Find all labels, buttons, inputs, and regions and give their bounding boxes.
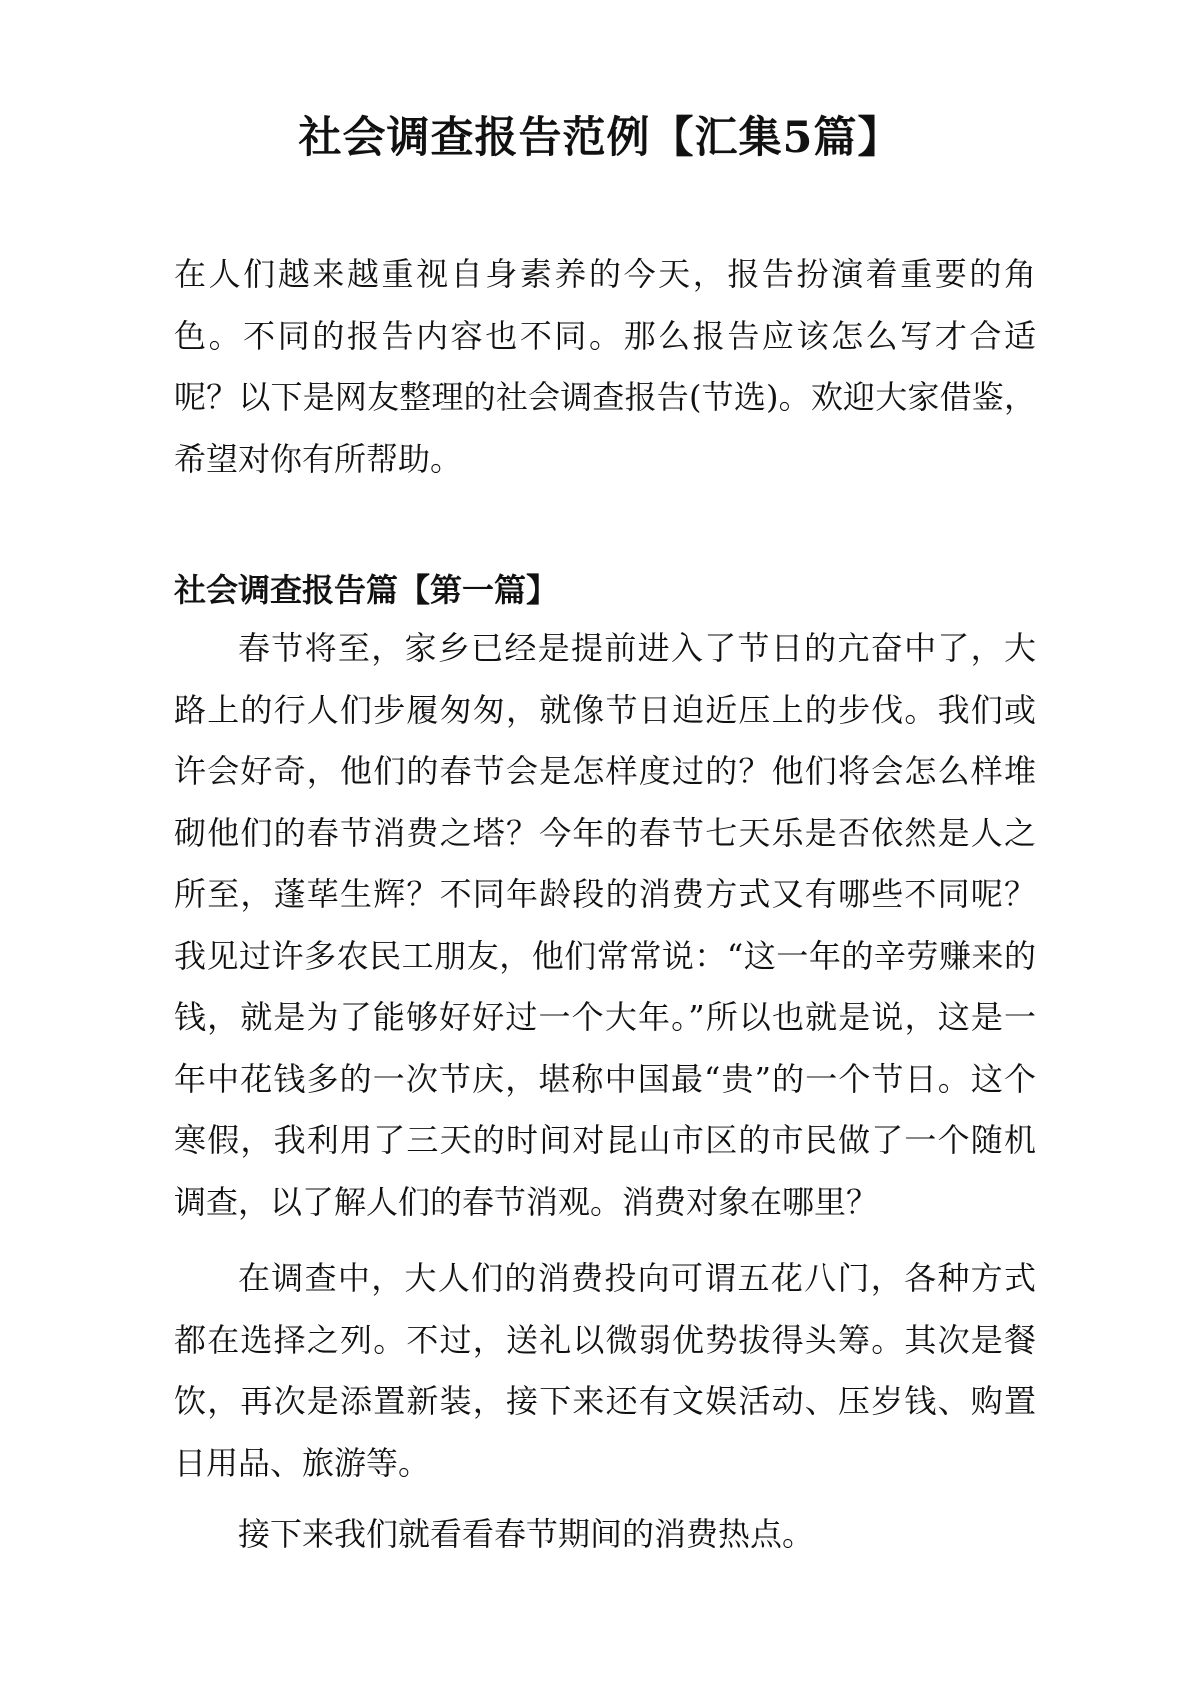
intro-paragraph: 在人们越来越重视自身素养的今天，报告扮演着重要的角色。不同的报告内容也不同。那么报告应该怎么写才合适呢？以下是网友整理的社会调查报告(节选)。欢迎大家借鉴，希望对你有所帮助。 bbox=[174, 255, 1036, 478]
document-title: 社会调查报告范例【汇集5篇】 bbox=[298, 113, 902, 163]
body-paragraph-3: 接下来我们就看看春节期间的消费热点。 bbox=[238, 1515, 815, 1553]
body-paragraph-2: 在调查中，大人们的消费投向可谓五花八门，各种方式都在选择之列。不过，送礼以微弱优势拔得头筹。其次是餐饮，再次是添置新装，接下来还有文娱活动、压岁钱、购置日用品、旅游等。 bbox=[174, 1259, 1036, 1482]
body-paragraph-1: 春节将至，家乡已经是提前进入了节日的亢奋中了，大路上的行人们步履匆匆，就像节日迫近压上的步伐。我们或许会好奇，他们的春节会是怎样度过的？他们将会怎么样堆砌他们的春节消费之塔？今年的春节七天乐是否依然是人之所至，蓬荜生辉？不同年龄段的消费方式又有哪些不同呢？我见过许多农民工朋友，他们常常说：“这一年的辛劳赚来的钱，就是为了能够好好过一个大年。”所以也就是说，这是一年中花钱多的一次节庆，堪称中国最“贵”的一个节日。这个寒假，我利用了三天的时间对昆山市区的市民做了一个随机调查，以了解人们的春节消观。消费对象在哪里？ bbox=[174, 629, 1036, 1221]
section-heading: 社会调查报告篇【第一篇】 bbox=[174, 571, 559, 609]
